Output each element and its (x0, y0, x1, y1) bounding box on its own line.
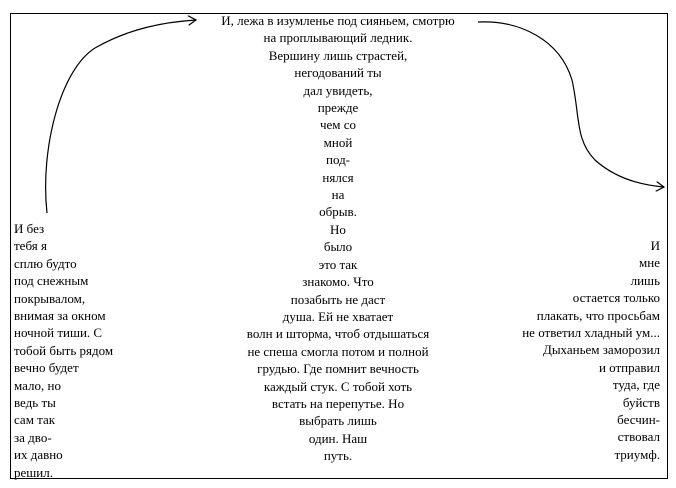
poem-line-left: ночной тиши. С (14, 325, 103, 341)
poem-line-left: тобой быть рядом (14, 342, 114, 358)
poem-line-center: обрыв. (319, 204, 357, 220)
poem-line-left: тебя я (14, 238, 47, 254)
poem-line-left: ведь ты (14, 395, 56, 411)
poem-line-center: один. Наш (308, 430, 368, 446)
poem-line-left: сам так (14, 412, 56, 428)
poem-line-center: волн и шторма, чтоб отдышаться (246, 326, 430, 342)
poem-line-center: нялся (322, 169, 354, 185)
poem-line-right: буйств (622, 394, 660, 410)
poem-line-center: Вершину лишь страстей, (268, 47, 408, 63)
poem-line-right: Дыханьем заморозил (542, 342, 660, 358)
poem-left-column (14, 220, 154, 481)
poem-line-left: за дво- (14, 429, 52, 445)
poem-line-right: туда, где (612, 377, 660, 393)
poem-line-left: их давно (14, 447, 63, 463)
poem-line-center: это так (318, 256, 358, 272)
poem-line-center: выбрать лишь (299, 413, 377, 429)
poem-line-center: чем со (319, 117, 357, 133)
poem-line-left: покрывалом, (14, 290, 86, 306)
poem-line-right: И (650, 238, 660, 253)
poem-line-left: сплю будто (14, 255, 77, 271)
poem-line-right: и отправил (598, 359, 660, 375)
poem-line-center: негодований ты (294, 65, 382, 81)
poem-line-center: И, лежа в изумленье под сияньем, смотрю (221, 13, 455, 28)
poem-line-center: прежде (317, 100, 359, 116)
poem-line-center: знакомо. Что (302, 274, 374, 290)
poem-line-center: Но (330, 221, 346, 237)
poem-line-left: мало, но (14, 377, 61, 393)
poem-line-right: лишь (630, 272, 660, 288)
poem-line-center: на проплывающий ледник. (263, 30, 413, 46)
poem-line-right: бесчин- (617, 412, 660, 428)
poem-line-center: дал увидеть, (303, 82, 373, 98)
poem-line-right: мне (639, 255, 660, 271)
poem-line-center: каждый стук. С тобой хоть (263, 378, 413, 394)
poem-line-center: мной (323, 134, 353, 150)
poem-line-center: под- (325, 152, 351, 168)
poem-line-right: триумф. (614, 446, 660, 462)
poem-line-center: душа. Ей не хватает (282, 308, 394, 324)
poem-line-center: встать на перепутье. Но (271, 395, 405, 411)
poem-line-left: внимая за окном (14, 308, 106, 324)
poem-line-center: не спеша смогла потом и полной (247, 343, 429, 359)
poem-line-right: остается только (572, 290, 660, 306)
poem-line-center: путь. (323, 448, 353, 464)
poem-line-left: решил. (14, 464, 53, 480)
poem-line-left: под снежным (14, 273, 89, 289)
poem-line-center: грудью. Где помнит вечность (257, 361, 419, 377)
poem-right-column (470, 237, 660, 463)
poem-line-center: позабыть не даст (290, 291, 386, 307)
poem-line-left: И без (14, 221, 45, 236)
poem-line-right: ствовал (617, 429, 660, 445)
poem-line-center: было (323, 239, 353, 255)
poem-line-center: на (331, 187, 345, 203)
poem-line-right: плакать, что просьбам (536, 307, 660, 323)
poem-line-right: не ответил хладный ум... (522, 325, 660, 341)
poem-line-left: вечно будет (14, 360, 79, 376)
